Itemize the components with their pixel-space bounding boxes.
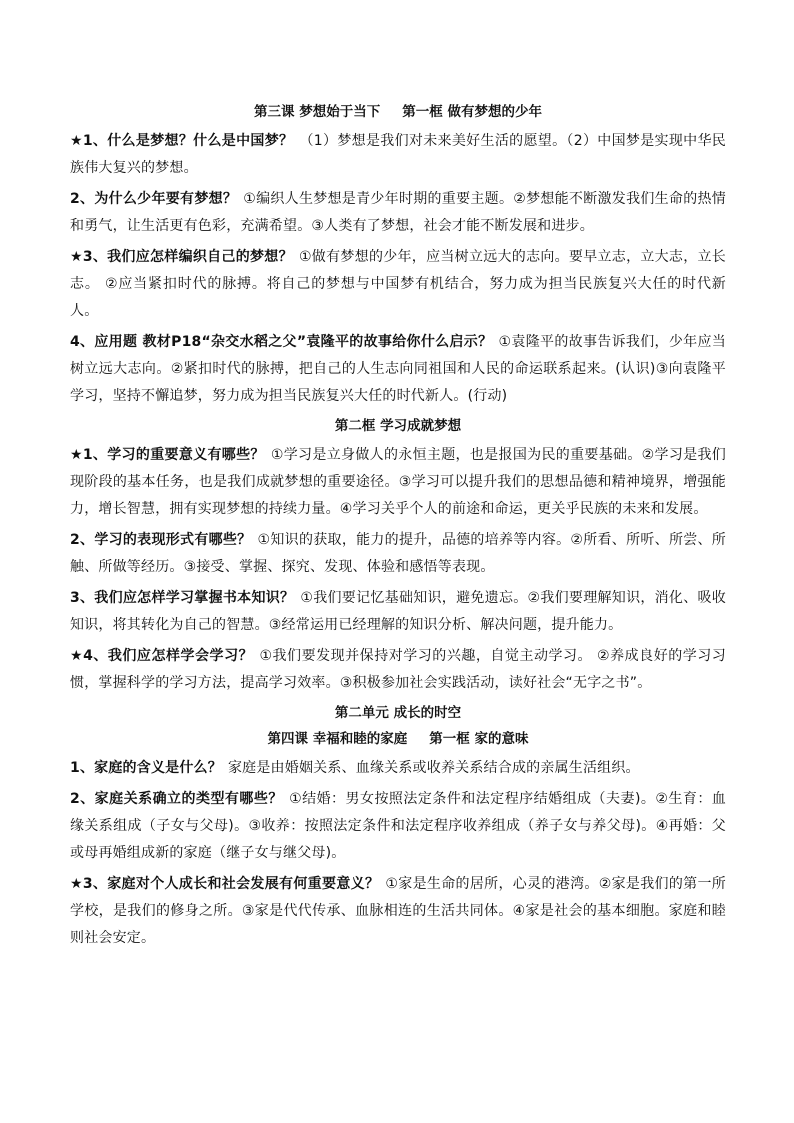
question: ★4、我们应怎样学会学习？ (70, 648, 254, 664)
question: 4、应用题 教材P18“杂交水稻之父”袁隆平的故事给你什么启示？ (70, 334, 493, 350)
answer: ①袁隆平的故事告诉我们，少年应当树立远大志向。②紧扣时代的脉搏，把自己的人生志向同祖国和人民的命运联系起来。(认识)③向袁隆平学习，坚持不懈追梦，努力成为担当民族复兴大任的时代新人。(行动) (70, 334, 726, 404)
heading-part: 第二单元 成长的时空 (334, 705, 462, 721)
qa-item (70, 186, 726, 240)
qa-item (70, 871, 726, 952)
qa-item (70, 786, 726, 867)
answer: ①编织人生梦想是青少年时期的重要主题。②梦想能不断激发我们生命的热情和勇气，让生活更有色彩，充满希望。③人类有了梦想，社会才能不断发展和进步。 (70, 191, 726, 234)
section-heading (70, 416, 726, 436)
question: ★1、什么是梦想？什么是中国梦？ (70, 133, 294, 149)
answer: （1）梦想是我们对未来美好生活的愿望。（2）中国梦是实现中华民族伟大复兴的梦想。 (70, 133, 726, 176)
qa-item (70, 755, 726, 782)
answer: ①学习是立身做人的永恒主题，也是报国为民的重要基础。②学习是我们现阶段的基本任务，也是我们成就梦想的重要途径。③学习可以提升我们的思想品德和精神境界，增强能力，增长智慧，拥有实现梦想的持续力量。④学习关乎个人的前途和命运，更关乎民族的未来和发展。 (70, 447, 727, 517)
question: 3、我们应怎样学习掌握书本知识？ (70, 590, 295, 606)
question: 1、家庭的含义是什么？ (70, 760, 222, 776)
question: 2、为什么少年要有梦想？ (70, 191, 238, 207)
question: ★1、学习的重要意义有哪些？ (70, 447, 265, 463)
answer: 家庭是由婚姻关系、血缘关系或收养关系结合成的亲属生活组织。 (227, 760, 640, 776)
heading-part: 第一框 家的意味 (429, 731, 529, 747)
qa-item (70, 527, 726, 581)
qa-item (70, 244, 726, 325)
answer: ①知识的获取，能力的提升，品德的培养等内容。②所看、所听、所尝、所触、所做等经历。③接受、掌握、探究、发现、体验和感悟等表现。 (70, 532, 727, 575)
heading-part: 第一框 做有梦想的少年 (402, 104, 542, 120)
qa-item (70, 585, 726, 639)
qa-item (70, 128, 726, 182)
answer: ①我们要记忆基础知识，避免遗忘。②我们要理解知识，消化、吸收知识，将其转化为自己的智慧。③经常运用已经理解的知识分析、解决问题，提升能力。 (70, 590, 726, 633)
heading-part: 第四课 幸福和睦的家庭 (267, 731, 408, 747)
answer: ①结婚：男女按照法定条件和法定程序结婚组成（夫妻)。②生育：血缘关系组成（子女与父母)。③收养：按照法定条件和法定程序收养组成（养子女与养父母)。④再婚：父或母再婚组成新的家庭（继子女与继父母)。 (70, 791, 726, 861)
answer: ①我们要发现并保持对学习的兴趣，自觉主动学习。 ②养成良好的学习习惯，掌握科学的学习方法，提高学习效率。③积极参加社会实践活动，读好社会“无字之书”。 (70, 648, 726, 691)
question: ★3、我们应怎样编织自己的梦想？ (70, 249, 293, 265)
qa-item (70, 643, 726, 697)
qa-item (70, 329, 726, 410)
section-heading (70, 102, 726, 122)
heading-part: 第三课 梦想始于当下 (254, 104, 381, 120)
answer: ①做有梦想的少年，应当树立远大的志向。要早立志，立大志，立长志。 ②应当紧扣时代的脉搏。将自己的梦想与中国梦有机结合，努力成为担当民族复兴大任的时代新人。 (70, 249, 726, 319)
document-page (70, 96, 726, 956)
answer: ①家是生命的居所，心灵的港湾。②家是我们的第一所学校，是我们的修身之所。③家是代代传承、血脉相连的生活共同体。④家是社会的基本细胞。家庭和睦则社会安定。 (70, 876, 726, 946)
unit-heading (70, 703, 726, 723)
question: 2、家庭关系确立的类型有哪些？ (70, 791, 283, 807)
question: 2、学习的表现形式有哪些？ (70, 532, 252, 548)
heading-part: 第二框 学习成就梦想 (334, 418, 462, 434)
qa-item (70, 442, 726, 523)
section-heading (70, 729, 726, 749)
question: ★3、家庭对个人成长和社会发展有何重要意义？ (70, 876, 380, 892)
